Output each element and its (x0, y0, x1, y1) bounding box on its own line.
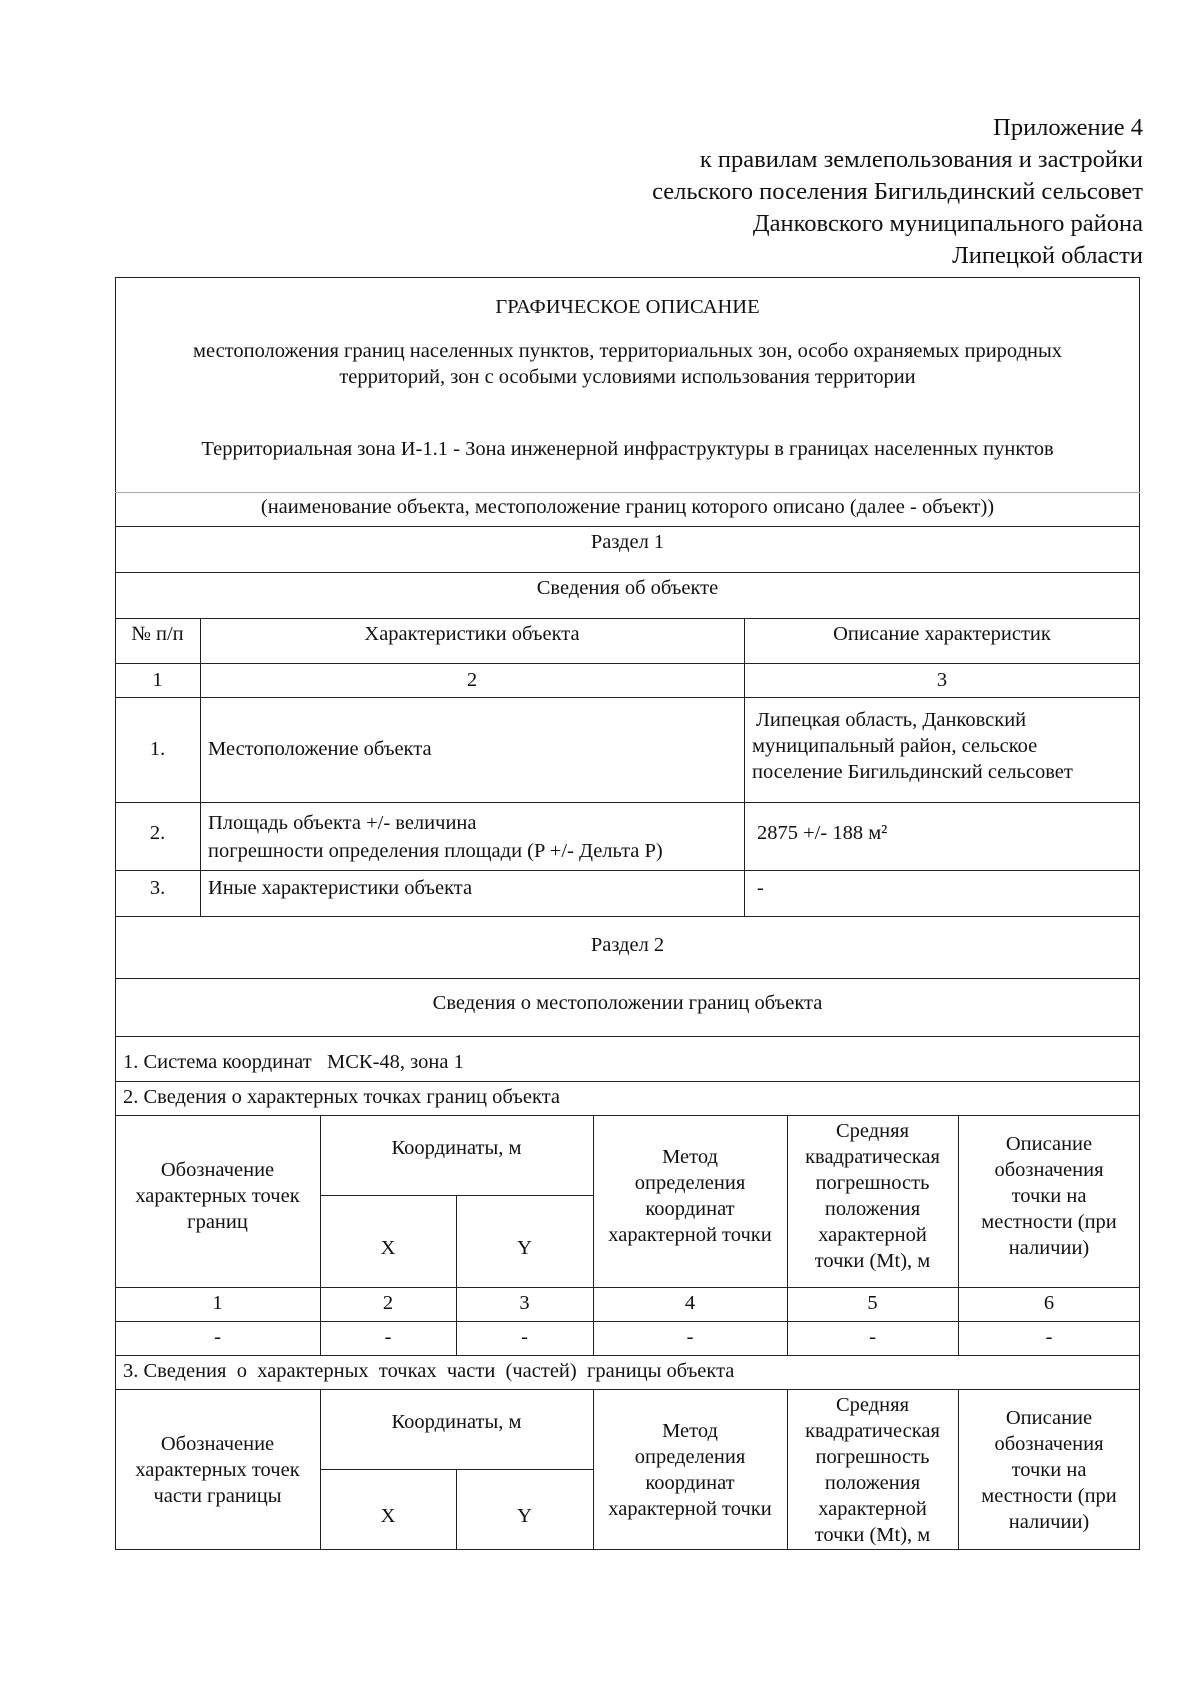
appendix-line: Данковского муниципального района (752, 210, 1143, 237)
col-header-line: точки на (1011, 1185, 1087, 1207)
col-header-line: характерной точки (608, 1498, 772, 1520)
col-header: Описание характеристик (833, 623, 1051, 645)
y-header: Y (517, 1505, 532, 1527)
col-header-line: границ (187, 1211, 248, 1233)
col-header-line: Средняя (835, 1120, 909, 1142)
table-cell: - (521, 1326, 528, 1348)
divider (115, 1081, 1140, 1082)
col-header-line: погрешность (815, 1172, 930, 1194)
col-number: 6 (1043, 1292, 1055, 1314)
col-number: 5 (867, 1292, 878, 1314)
col-header-line: точки (Mt), м (814, 1250, 931, 1272)
col-header-line: точки на (1011, 1459, 1087, 1481)
appendix-line: Липецкой области (952, 242, 1143, 269)
col-header-line: Метод (662, 1146, 718, 1168)
col-header-line: Средняя (835, 1394, 909, 1416)
col-number: 1 (152, 669, 163, 691)
col-header: № п/п (131, 623, 184, 645)
row-value-line: муниципальный район, сельское (752, 735, 1038, 757)
row-name-line: погрешности определения площади (P +/- Дельта P) (208, 840, 663, 862)
divider (115, 526, 1140, 527)
table-cell: - (384, 1326, 392, 1348)
col-header-line: определения (634, 1446, 746, 1468)
divider (744, 618, 745, 916)
divider (115, 1036, 1140, 1037)
col-header-line: Описание (1005, 1407, 1093, 1429)
divider (115, 572, 1140, 573)
row-name: Иные характеристики объекта (208, 877, 473, 899)
col-number: 1 (212, 1292, 223, 1314)
row-number: 3. (149, 877, 166, 899)
col-header-line: местности (при (981, 1485, 1117, 1507)
col-header-line: характерных точек (135, 1459, 300, 1481)
col-header-line: характерной точки (608, 1224, 772, 1246)
table-cell: - (214, 1326, 221, 1348)
col-header-line: части границы (153, 1485, 282, 1507)
divider (115, 1355, 1140, 1356)
divider (115, 916, 1140, 917)
divider (115, 492, 1140, 493)
table-cell: - (869, 1326, 876, 1348)
col-header-line: координат (645, 1198, 735, 1220)
col-header: Характеристики объекта (364, 623, 580, 645)
coords-header: Координаты, м (391, 1411, 522, 1433)
row-number: 2. (149, 822, 166, 844)
divider (115, 1287, 1140, 1288)
row-name-line: Площадь объекта +/- величина (208, 812, 477, 834)
col-header-line: Метод (662, 1420, 718, 1442)
col-header-line: определения (634, 1172, 746, 1194)
divider (200, 618, 201, 916)
y-header: Y (517, 1237, 532, 1259)
divider (115, 1321, 1140, 1322)
x-header: X (380, 1505, 396, 1527)
col-header-line: обозначения (994, 1433, 1104, 1455)
col-number: 3 (936, 669, 948, 691)
points-title: 2. Сведения о характерных точках границ объекта (123, 1086, 561, 1108)
col-header-line: квадратическая (805, 1146, 940, 1168)
appendix-header (652, 112, 1143, 272)
col-header-line: погрешность (815, 1446, 930, 1468)
divider (115, 1389, 1140, 1390)
form-title: ГРАФИЧЕСКОЕ ОПИСАНИЕ (495, 296, 760, 318)
row-value-line: Липецкая область, Данковский (756, 709, 1027, 731)
table-cell: - (686, 1326, 694, 1348)
divider (115, 663, 1140, 664)
row-name: Местоположение объекта (208, 738, 432, 760)
col-header-line: обозначения (994, 1159, 1104, 1181)
section2-subtitle: Сведения о местоположении границ объекта (432, 992, 823, 1014)
col-header-line: положения (824, 1472, 921, 1494)
row-value: 2875 +/- 188 м² (757, 822, 888, 844)
coord-system: 1. Система координат МСК-48, зона 1 (123, 1051, 464, 1073)
col-header-line: точки (Mt), м (814, 1524, 931, 1546)
row-value: - (757, 877, 764, 899)
object-caption: (наименование объекта, местоположение границ которого описано (далее - объект)) (260, 496, 995, 518)
col-number: 3 (519, 1292, 530, 1314)
divider (115, 1115, 1140, 1116)
section1-subtitle: Сведения об объекте (536, 577, 719, 599)
section2-title: Раздел 2 (590, 934, 665, 956)
col-header-line: Обозначение (160, 1433, 275, 1455)
col-header-line: координат (645, 1472, 735, 1494)
divider (115, 870, 1140, 871)
col-number: 4 (684, 1292, 696, 1314)
divider (115, 697, 1140, 698)
x-header: X (380, 1237, 396, 1259)
divider (115, 802, 1140, 803)
col-header-line: положения (824, 1198, 921, 1220)
col-header-line: местности (при (981, 1211, 1117, 1233)
parts-title: 3. Сведения о характерных точках части (частей) границы объекта (123, 1360, 735, 1382)
appendix-line: сельского поселения Бигильдинский сельсовет (652, 178, 1143, 205)
col-header-line: наличии) (1008, 1511, 1090, 1533)
col-header-line: наличии) (1008, 1237, 1090, 1259)
col-header-line: квадратическая (805, 1420, 940, 1442)
table-cell: - (1045, 1326, 1053, 1348)
col-header-line: Обозначение (160, 1159, 275, 1181)
form-subtitle: территорий, зон с особыми условиями использования территории (339, 366, 916, 388)
col-header-line: Описание (1005, 1133, 1093, 1155)
col-header-line: характерной (818, 1498, 927, 1520)
divider (115, 618, 1140, 619)
col-number: 2 (382, 1292, 394, 1314)
row-number: 1. (149, 738, 166, 760)
col-header-line: характерной (818, 1224, 927, 1246)
row-value-line: поселение Бигильдинский сельсовет (752, 761, 1073, 783)
coords-header: Координаты, м (391, 1137, 522, 1159)
object-name: Территориальная зона И-1.1 - Зона инженерной инфраструктуры в границах населенных пунктов (201, 438, 1054, 460)
appendix-line: Приложение 4 (993, 114, 1143, 141)
divider (115, 978, 1140, 979)
appendix-line: к правилам землепользования и застройки (699, 146, 1143, 173)
col-header-line: характерных точек (135, 1185, 300, 1207)
form-subtitle: местоположения границ населенных пунктов, территориальных зон, особо охраняемых природных (192, 340, 1063, 362)
col-number: 2 (466, 669, 478, 691)
section1-title: Раздел 1 (590, 531, 665, 553)
